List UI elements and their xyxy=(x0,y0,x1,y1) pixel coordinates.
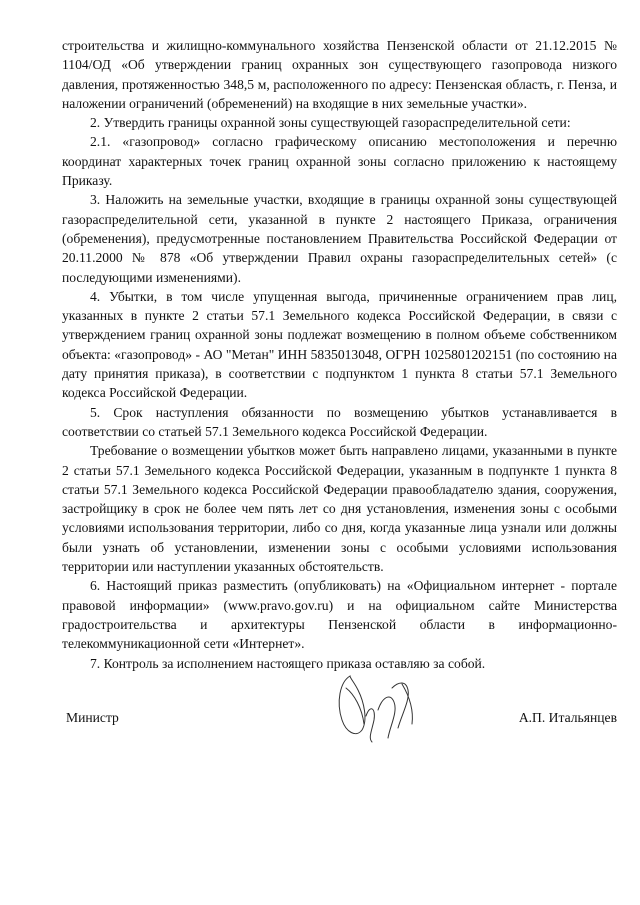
signer-name: А.П. Итальянцев xyxy=(518,710,617,725)
paragraph-7: 7. Контроль за исполнением настоящего приказа оставляю за собой. xyxy=(90,655,486,671)
paragraph-5-requirement: Требование о возмещении убытков может быть направлено лицами, указанными в пункте 2 статьи 57.1 Земельного кодекса Российской Федерации, указанным в подпункте 1 пункта 8 статьи 57.1 Земельного кодекса Российской Федерации правообладателю здания, сооружения, застройщику в срок не более чем пять лет со дня установления, изменения зоны с особыми условиями использования территории, либо со дня, когда указанные лица узнали или должны были узнать об установлении, изменении зоны с особыми условиями использования территории или наступлении указанных обстоятельств. xyxy=(62,443,617,575)
signer-title: Министр xyxy=(66,710,119,725)
paragraph-3: 3. Наложить на земельные участки, входящие в границы охранной зоны существующей газораспределительной сети, указанной в пункте 2 настоящего Приказа, ограничения (обременения), предусмотренные постановлением Правительства Российской Федерации от 20.11.2000 № 878 «Об утверждении Правил охраны газораспределительных сетей» (с последующими изменениями). xyxy=(62,192,617,285)
paragraph-continuation: строительства и жилищно-коммунального хозяйства Пензенской области от 21.12.2015 № 1104/ОД «Об утверждении границ охранных зон существующего газопровода низкого давления, протяженностью 348,5 м, расположенного по адресу: Пензенская область, г. Пенза, и наложении ограничений (обременений) на входящие в них земельные участки». xyxy=(62,38,617,111)
document-body xyxy=(62,36,617,673)
paragraph-2-1: 2.1. «газопровод» согласно графическому описанию местоположения и перечню координат характерных точек границ охранной зоны согласно приложению к настоящему Приказу. xyxy=(62,134,617,189)
paragraph-4: 4. Убытки, в том числе упущенная выгода, причиненные ограничением прав лиц, указанных в пункте 2 статьи 57.1 Земельного кодекса Российской Федерации, в связи с утверждением границ охранной зоны подлежат возмещению в полном объеме собственником объекта: «газопровод» - АО "Метан" ИНН 5835013048, ОГРН 1025801202151 (по состоянию на дату принятия приказа), в соответствии с подпунктом 1 пункта 8 статьи 57.1 Земельного кодекса Российской Федерации. xyxy=(62,288,617,401)
paragraph-6: 6. Настоящий приказ разместить (опубликовать) на «Официальном интернет - портале правовой информации» (www.pravo.gov.ru) и на официальном сайте Министерства градостроительства и архитектуры Пензенской области в информационно-телекоммуникационной сети «Интернет». xyxy=(62,578,617,652)
handwritten-signature xyxy=(328,668,436,748)
paragraph-2: 2. Утвердить границы охранной зоны существующей газораспределительной сети: xyxy=(90,115,571,131)
signature-block xyxy=(62,710,617,734)
paragraph-5: 5. Срок наступления обязанности по возмещению убытков устанавливается в соответствии со статьей 57.1 Земельного кодекса Российской Федерации. xyxy=(62,404,617,439)
